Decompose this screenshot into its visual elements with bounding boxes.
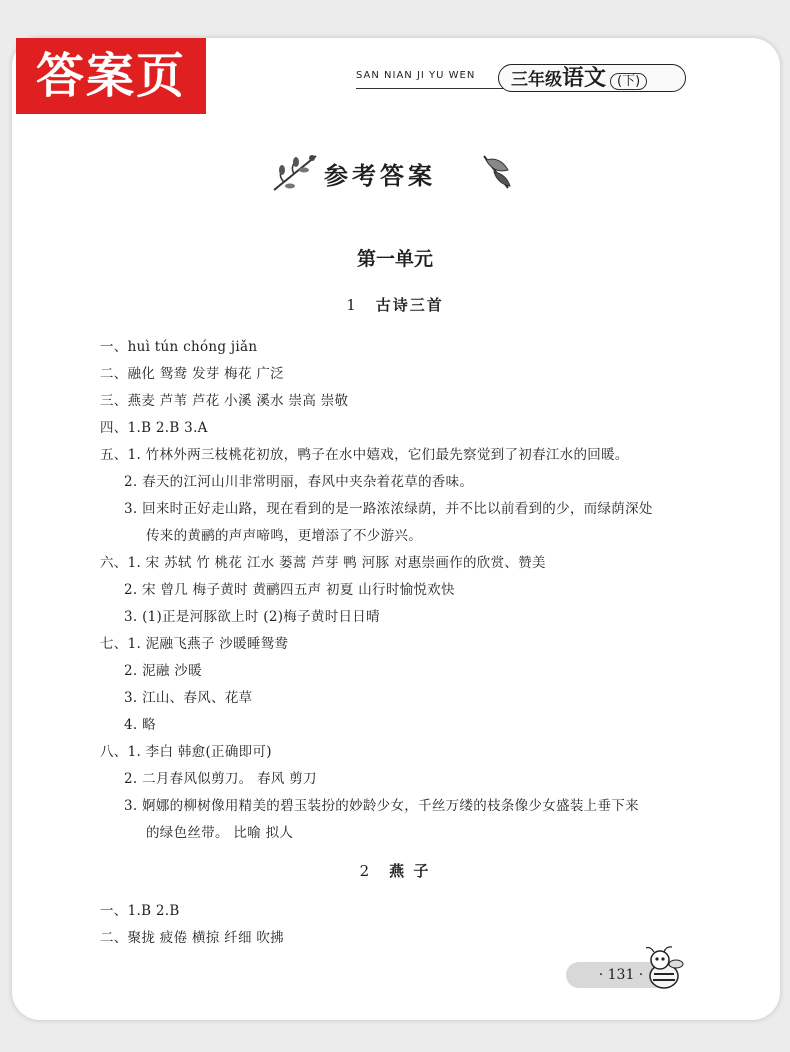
lesson-number: 2 (359, 862, 372, 880)
answers-list (100, 334, 700, 847)
bee-mascot-icon (640, 944, 686, 992)
lesson-name: 古诗三首 (375, 296, 444, 314)
unit-title: 第一单元 (356, 248, 433, 270)
answer-line: 二、聚拢 疲倦 横掠 纤细 吹拂 (100, 930, 284, 946)
lesson-name: 燕 子 (389, 862, 431, 880)
header-rule (356, 88, 506, 89)
answer-line: 2. 春天的江河山川非常明丽，春风中夹杂着花草的香味。 (124, 474, 474, 490)
answer-line: 五、1. 竹林外两三枝桃花初放，鸭子在水中嬉戏，它们最先察觉到了初春江水的回暖。 (100, 447, 629, 463)
answer-line: 一、1.B 2.B (100, 903, 180, 919)
header-grade: 三年级 (511, 70, 562, 90)
answer-line: 一、huì tún chóng jiǎn (100, 339, 258, 355)
header-subject: 语文 (562, 66, 607, 91)
answer-line: 2. 泥融 沙暖 (124, 663, 202, 679)
header-pinyin: SAN NIAN JI YU WEN (356, 70, 476, 81)
answer-line: 3. 婀娜的柳树像用精美的碧玉装扮的妙龄少女，千丝万缕的枝条像少女盛装上垂下来 (124, 798, 639, 814)
answer-line: 2. 二月春风似剪刀。 春风 剪刀 (124, 771, 317, 787)
answers-title-block (270, 150, 520, 196)
answer-line: 六、1. 宋 苏轼 竹 桃花 江水 蒌蒿 芦芽 鸭 河豚 对惠崇画作的欣赏、赞美 (100, 555, 546, 571)
header-volume: (下) (610, 73, 647, 90)
answers-list-2 (100, 898, 700, 952)
answer-line: 3. 江山、春风、花草 (124, 690, 253, 706)
book-title (498, 64, 686, 92)
answer-line: 传来的黄鹂的声声啼鸣，更增添了不少游兴。 (146, 528, 422, 544)
answer-line: 七、1. 泥融飞燕子 沙暖睡鸳鸯 (100, 636, 289, 652)
lesson-number: 1 (346, 296, 358, 314)
answer-line: 4. 略 (124, 717, 156, 733)
branch-decoration-icon (270, 150, 322, 194)
page-title: 参考答案 (324, 162, 436, 190)
lesson-2-title (0, 860, 790, 881)
answer-page-badge: 答案页 (16, 38, 206, 114)
answer-line: 二、融化 鸳鸯 发芽 梅花 广泛 (100, 366, 284, 382)
answer-line: 四、1.B 2.B 3.A (100, 420, 208, 436)
answer-line: 2. 宋 曾几 梅子黄时 黄鹂四五声 初夏 山行时愉悦欢快 (124, 582, 455, 598)
answer-line: 八、1. 李白 韩愈(正确即可) (100, 744, 272, 760)
answer-line: 3. 回来时正好走山路，现在看到的是一路浓浓绿荫，并不比以前看到的少，而绿荫深处 (124, 501, 653, 517)
lesson-1-title (0, 294, 790, 315)
page-number: · 131 · (566, 962, 676, 988)
leaf-decoration-icon (478, 150, 518, 194)
answer-line: 的绿色丝带。 比喻 拟人 (146, 825, 294, 841)
answer-line: 3. (1)正是河豚欲上时 (2)梅子黄时日日晴 (124, 609, 380, 625)
running-header (356, 64, 686, 94)
answer-line: 三、燕麦 芦苇 芦花 小溪 溪水 崇高 崇敬 (100, 393, 349, 409)
